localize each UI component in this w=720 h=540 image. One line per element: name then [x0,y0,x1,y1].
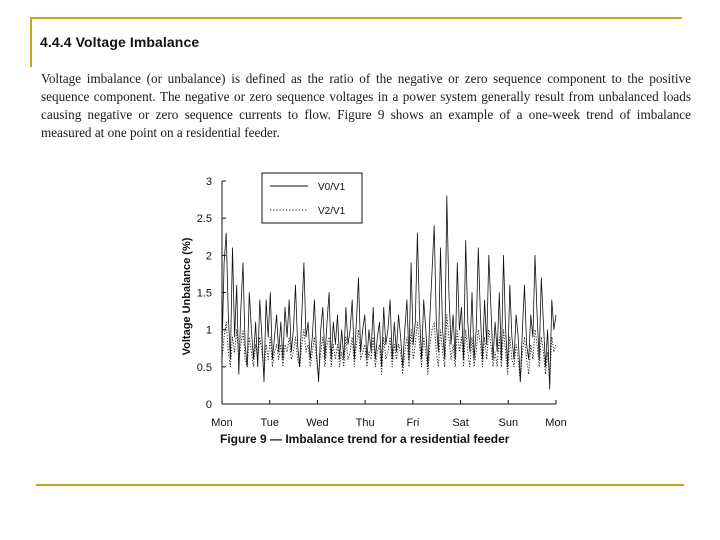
y-tick-label: 2 [205,250,212,263]
x-tick-label: Thu [355,417,375,429]
x-tick-label: Sat [452,417,469,429]
y-tick-label: 2.5 [196,213,212,226]
y-tick-label: 1.5 [196,287,212,300]
x-tick-label: Fri [406,417,420,429]
figure-caption: Figure 9 — Imbalance trend for a residential feeder [220,432,510,446]
x-tick-label: Wed [306,417,329,429]
x-tick-label: Mon [211,417,233,429]
y-tick-label: 0 [205,399,212,411]
chart-legend [262,173,362,223]
bottom-rule [36,484,684,486]
y-tick-label: 1 [205,324,212,337]
legend-label-v0-v1: V0/V1 [318,182,346,193]
section-heading: 4.4.4 Voltage Imbalance [40,34,200,50]
x-tick-label: Tue [260,417,279,429]
y-tick-label: 0.5 [196,361,212,374]
y-axis-title: Voltage Unbalance (%) [181,237,193,356]
legend-box [262,173,362,223]
y-tick-label: 3 [205,176,212,188]
legend-label-v2-v1: V2/V1 [318,206,346,217]
chart-axes [181,176,567,429]
x-tick-label: Mon [545,417,567,429]
chart-series [222,196,556,389]
series-line-v0-v1 [222,196,556,389]
section-paragraph: Voltage imbalance (or unbalance) is defined as the ratio of the negative or zero sequence component to the positive sequence component. The negative or zero sequence voltages in a power system generally result from unbalanced loads causing negative or zero sequence currents to flow. Figure 9 shows an example of a one-week trend of imbalance measured at one point on a residential feeder. [41,71,691,140]
x-tick-label: Sun [498,417,519,429]
